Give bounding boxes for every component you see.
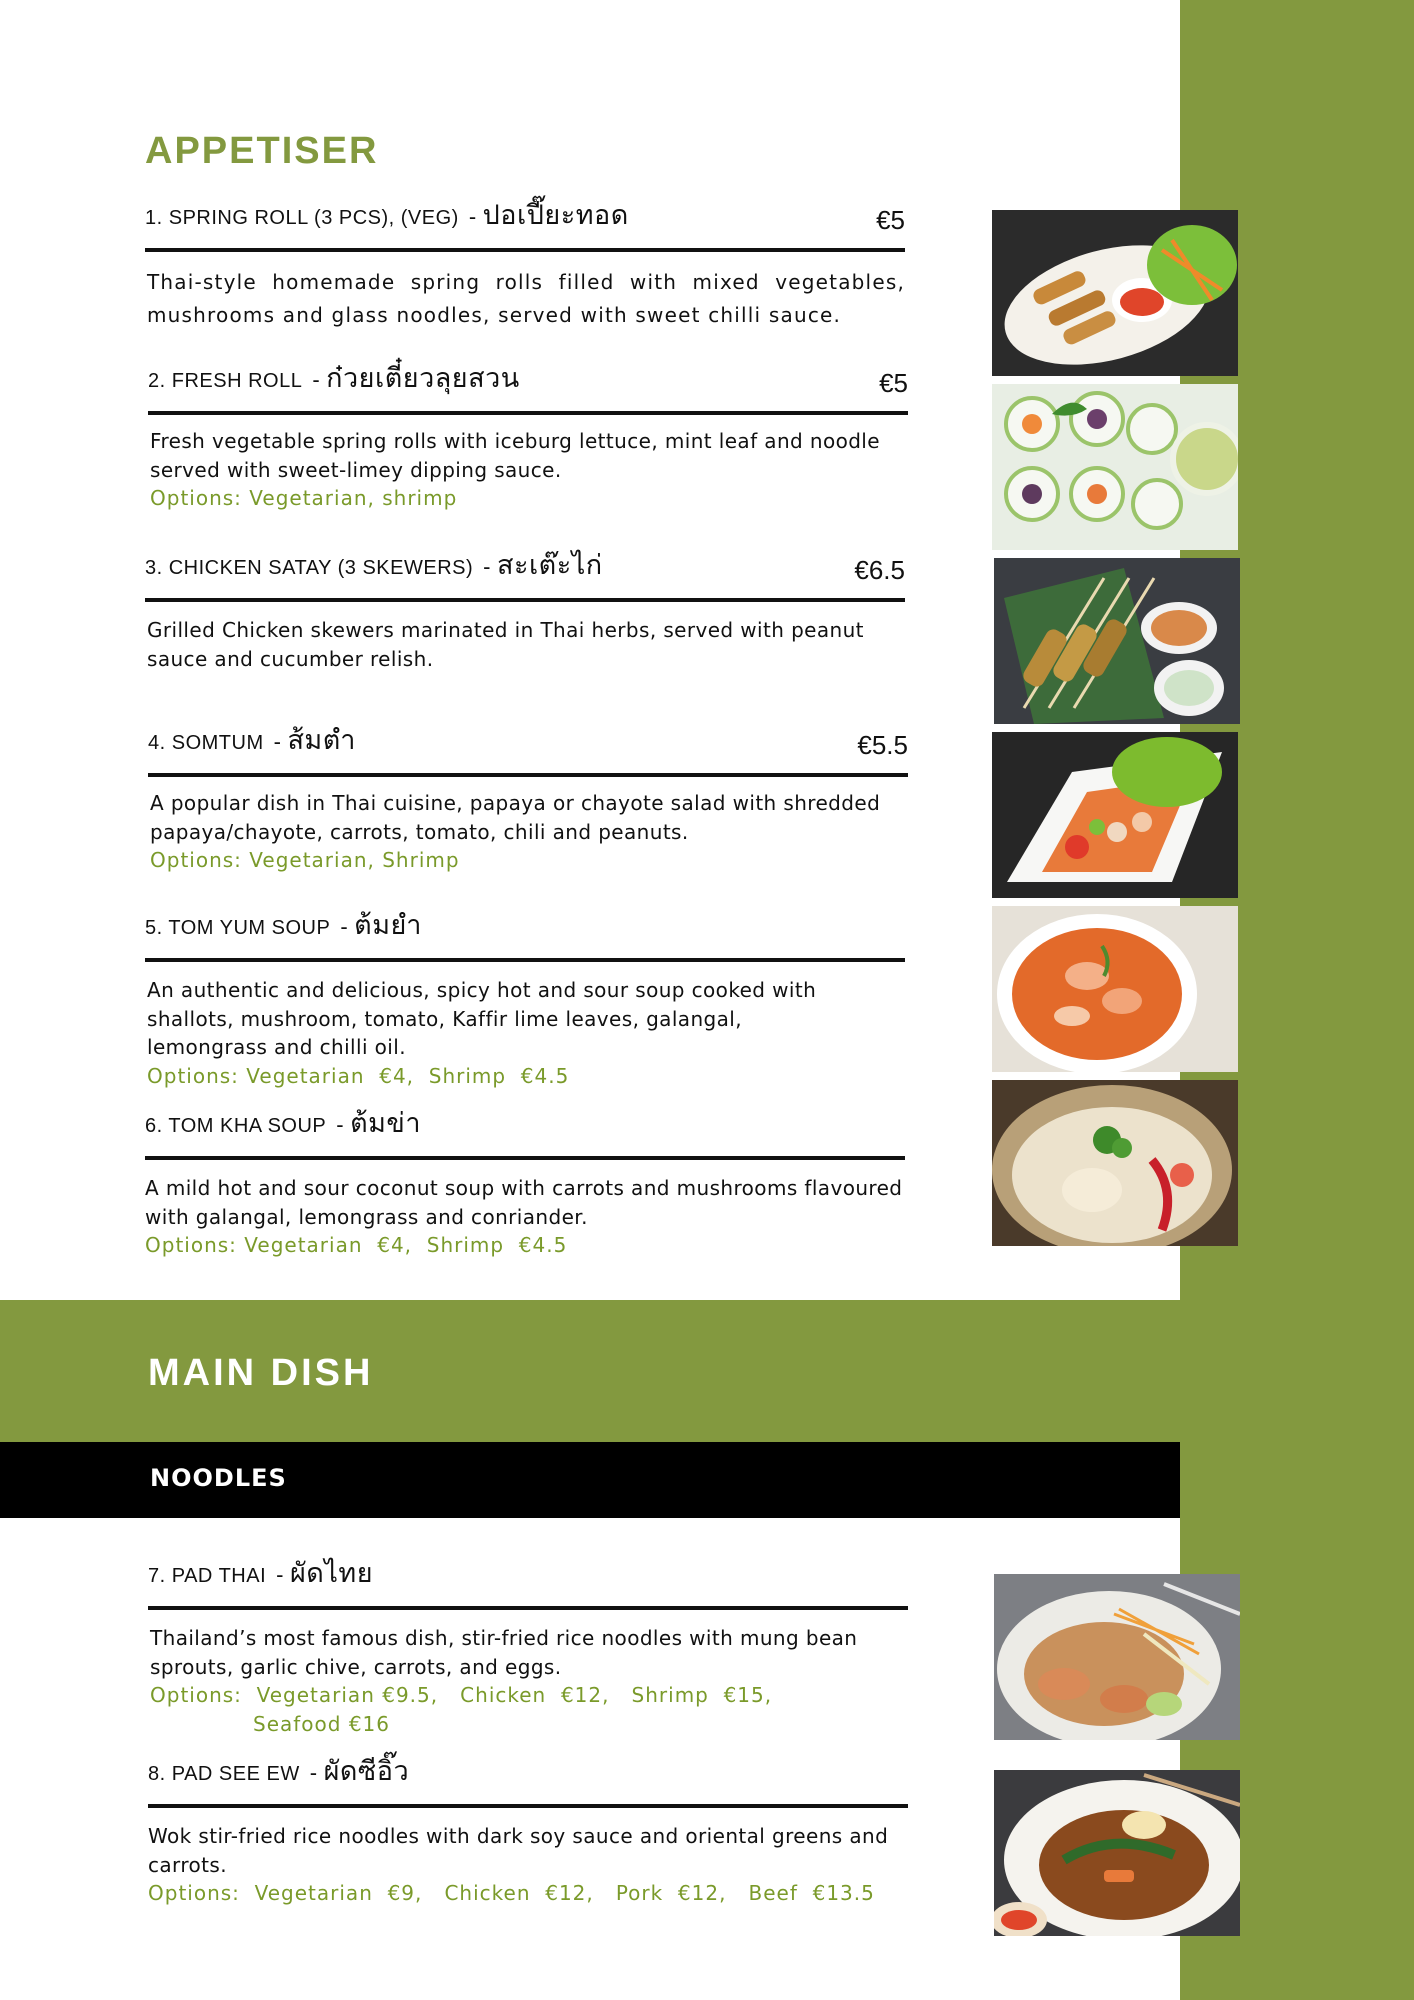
tom-kha-photo xyxy=(992,1080,1238,1246)
menu-item-pad-see-ew xyxy=(148,1756,908,1908)
item-description: A popular dish in Thai cuisine, papaya or chayote salad with shredded papaya/chayote, carrots, tomato, chili and peanuts. xyxy=(150,791,881,844)
item-name-line xyxy=(145,193,629,236)
item-price: €6.5 xyxy=(854,555,905,585)
item-price: €5 xyxy=(876,205,905,235)
menu-item-chicken-satay xyxy=(145,550,905,673)
item-header xyxy=(148,725,908,777)
item-thai-name: ต้มยำ xyxy=(354,910,422,940)
item-description: Grilled Chicken skewers marinated in Thai herbs, served with peanut sauce and cucumber relish. xyxy=(147,618,864,671)
menu-item-somtum xyxy=(148,725,908,875)
item-header xyxy=(148,1558,908,1610)
menu-item-fresh-roll xyxy=(148,363,908,513)
item-description: Wok stir-fried rice noodles with dark soy sauce and oriental greens and carrots. xyxy=(148,1824,889,1877)
item-separator: - xyxy=(336,1112,345,1137)
menu-item-tom-kha-soup xyxy=(145,1108,905,1260)
menu-item-pad-thai xyxy=(148,1558,908,1738)
item-thai-name: สะเต๊ะไก่ xyxy=(496,550,603,580)
item-thai-name: ต้มข่า xyxy=(350,1108,422,1138)
item-options: Options: Vegetarian, Shrimp xyxy=(150,848,460,872)
item-separator: - xyxy=(312,367,321,392)
spring-roll-photo xyxy=(992,210,1238,376)
item-name-line xyxy=(148,718,356,761)
item-header xyxy=(145,1108,905,1160)
item-thai-name: ผัดไทย xyxy=(289,1558,374,1588)
item-name: 8. PAD SEE EW xyxy=(148,1763,300,1785)
menu-item-tom-yum-soup xyxy=(145,910,905,1090)
item-description: An authentic and delicious, spicy hot and sour soup cooked with shallots, mushroom, tomato, Kaffir lime leaves, galangal, lemongrass and chilli oil. xyxy=(147,978,817,1059)
appetiser-title: APPETISER xyxy=(145,130,379,172)
item-name: 2. FRESH ROLL xyxy=(148,370,303,392)
pad-thai-photo xyxy=(994,1574,1240,1740)
item-header xyxy=(145,910,905,962)
main-dish-title: MAIN DISH xyxy=(148,1352,374,1394)
chicken-satay-photo xyxy=(994,558,1240,724)
item-name-line xyxy=(145,543,603,586)
item-name-line xyxy=(148,1749,409,1792)
item-name: 3. CHICKEN SATAY (3 SKEWERS) xyxy=(145,557,474,579)
item-separator: - xyxy=(483,554,491,579)
item-options: Options: Vegetarian €4, Shrimp €4.5 xyxy=(147,1063,570,1088)
item-options: Options: Vegetarian €9, Chicken €12, Pork €12, Beef €13.5 xyxy=(148,1881,875,1905)
item-header xyxy=(148,363,908,415)
item-separator: - xyxy=(309,1760,318,1785)
item-description: Fresh vegetable spring rolls with iceburg lettuce, mint leaf and noodle served with sweet-limey dipping sauce. xyxy=(150,429,880,482)
item-name-line xyxy=(145,1101,421,1144)
item-options: Options: Vegetarian €9.5, Chicken €12, Shrimp €15, Seafood €16 xyxy=(150,1683,773,1736)
noodles-title: NOODLES xyxy=(150,1464,287,1492)
tom-yum-photo xyxy=(992,906,1238,1072)
item-thai-name: ส้มตำ xyxy=(287,725,356,755)
item-separator: - xyxy=(340,914,349,939)
item-name-line xyxy=(148,356,520,399)
item-separator: - xyxy=(273,729,282,754)
item-name: 6. TOM KHA SOUP xyxy=(145,1115,327,1137)
somtum-photo xyxy=(992,732,1238,898)
item-thai-name: ปอเปี๊ยะทอด xyxy=(482,200,629,230)
item-header xyxy=(145,200,905,252)
item-price: €5 xyxy=(879,368,908,398)
item-price: €5.5 xyxy=(857,730,908,760)
fresh-roll-photo xyxy=(992,384,1238,550)
item-name-line xyxy=(145,903,422,946)
item-separator: - xyxy=(468,204,477,229)
item-options: Options: Vegetarian, shrimp xyxy=(150,486,458,510)
menu-item-spring-roll xyxy=(145,200,905,332)
item-name: 4. SOMTUM xyxy=(148,732,264,754)
item-name: 1. SPRING ROLL (3 PCS), (VEG) xyxy=(145,207,459,229)
item-header xyxy=(148,1756,908,1808)
item-name: 7. PAD THAI xyxy=(148,1565,267,1587)
item-description: Thai-style homemade spring rolls filled with mixed vegetables, mushrooms and glass noodles, served with sweet chilli sauce. xyxy=(147,270,905,327)
item-thai-name: ผัดซีอิ๊ว xyxy=(323,1756,410,1786)
item-options: Options: Vegetarian €4, Shrimp €4.5 xyxy=(145,1233,568,1257)
pad-see-ew-photo xyxy=(994,1770,1240,1936)
item-name: 5. TOM YUM SOUP xyxy=(145,917,331,939)
item-name-line xyxy=(148,1551,373,1594)
item-header xyxy=(145,550,905,602)
item-separator: - xyxy=(276,1562,284,1587)
item-description: Thailand’s most famous dish, stir-fried rice noodles with mung bean sprouts, garlic chive, carrots, and eggs. xyxy=(150,1626,858,1679)
item-description: A mild hot and sour coconut soup with carrots and mushrooms flavoured with galangal, lemongrass and conriander. xyxy=(145,1176,903,1229)
item-thai-name: ก๋วยเตี๋ยวลุยสวน xyxy=(326,363,520,393)
